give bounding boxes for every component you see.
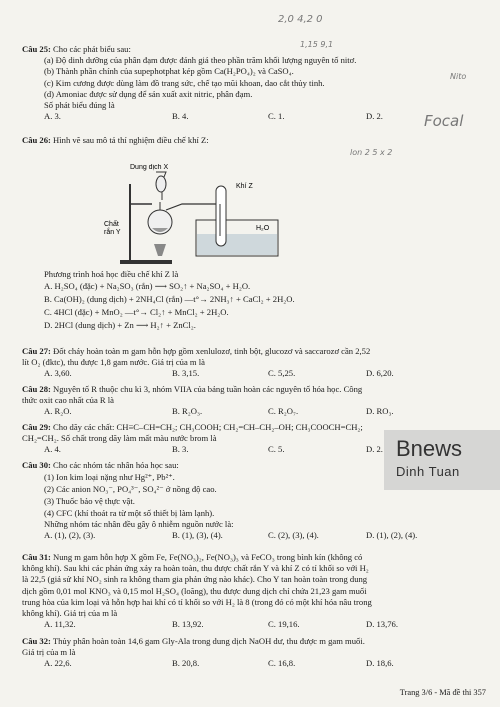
option-c: C. 4HCl (đặc) + MnO₂ —t°→ Cl₂↑ + MnCl₂ + 2H₂O. <box>44 307 229 318</box>
question-text: Thủy phân hoàn toàn 14,6 gam Gly-Ala trong dung dịch NaOH dư, thu được m gam muối. <box>52 636 365 646</box>
question-text-4: dịch gồm 0,01 mol KNO₃ và 0,15 mol H₂SO₄ (loãng), thu được dung dịch chỉ chứa 21,23 gam muối <box>22 585 367 596</box>
question-number: Câu 30: <box>22 460 51 470</box>
option-a: A. 3. <box>44 111 61 122</box>
question-ask: Số phát biểu đúng là <box>44 100 115 111</box>
label-x: Dung dịch X <box>130 164 169 171</box>
option-a: A. R₂O. <box>44 406 72 417</box>
label-z: Khí Z <box>236 183 253 190</box>
label-y2: rắn Y <box>104 229 121 236</box>
question-text-2: lít O₂ (đktc), thu được 1,8 gam nước. Giá trị của m là <box>22 357 205 368</box>
watermark-box <box>384 430 500 490</box>
option-b: B. 20,8. <box>172 658 200 669</box>
question-26 <box>22 135 492 146</box>
option-a: A. H₂SO₄ (đặc) + Na₂SO₃ (rắn) ⟶ SO₂↑ + Na₂SO₄ + H₂O. <box>44 281 251 292</box>
label-h2o: H₂O <box>256 225 270 232</box>
option-d: D. 18,6. <box>366 658 394 669</box>
question-text-3: là 22,5 (giả sử khí NO₂ sinh ra không tham gia phản ứng nào khác). Cho Y tan hoàn toàn trong dung <box>22 574 368 585</box>
question-31 <box>22 552 492 630</box>
question-stem: Cho các phát biểu sau: <box>53 44 131 54</box>
agent-4: (4) CFC (khí thoát ra từ một số thiết bị làm lạnh). <box>44 508 215 519</box>
question-text: Nung m gam hỗn hợp X gồm Fe, Fe(NO₃)₂, Fe(NO₃)₃ và FeCO₃ trong bình kín (không có <box>53 552 363 562</box>
question-28 <box>22 384 492 417</box>
option-d: D. 2HCl (dung dịch) + Zn ⟶ H₂↑ + ZnCl₂. <box>44 320 196 331</box>
option-c: C. R₂O₇. <box>268 406 299 417</box>
question-ask: Những nhóm tác nhân đều gây ô nhiễm nguồn nước là: <box>44 519 234 530</box>
handwritten-note-nito: Nito <box>450 72 467 81</box>
funnel-bulb <box>156 176 166 192</box>
option-b: B. 4. <box>172 111 189 122</box>
option-d: D. 6,20. <box>366 368 394 379</box>
option-c: C. 16,8. <box>268 658 296 669</box>
stand-base <box>120 260 172 264</box>
label-y1: Chất <box>104 221 119 228</box>
option-d: D. 13,76. <box>366 619 398 630</box>
question-text-2: CH₂=CH₂. Số chất trong dãy làm mất màu nước brom là <box>22 433 217 444</box>
option-d: D. 2. <box>366 444 383 455</box>
question-number: Câu 32: <box>22 636 51 646</box>
question-text-2: Giá trị của m là <box>22 647 76 658</box>
question-text: Đốt cháy hoàn toàn m gam hỗn hợp gồm xenlulozơ, tinh bột, glucozơ và saccarozơ cần 2,52 <box>53 346 371 356</box>
handwritten-note-focal: Focal <box>424 112 464 130</box>
question-27 <box>22 346 492 379</box>
statement-a: (a) Độ dinh dưỡng của phân đạm được đánh giá theo phần trăm khối lượng nguyên tố nitơ. <box>44 55 357 66</box>
question-text-6: không khí). Giá trị của m là <box>22 608 118 619</box>
question-number: Câu 27: <box>22 346 51 356</box>
option-a: A. (1), (2), (3). <box>44 530 96 541</box>
question-25 <box>22 44 492 122</box>
question-number: Câu 31: <box>22 552 51 562</box>
page-footer: Trang 3/6 - Mã đề thi 357 <box>399 688 486 697</box>
option-c: C. 5,25. <box>268 368 296 379</box>
option-b: B. (1), (3), (4). <box>172 530 223 541</box>
handwritten-note-top: 2,0 4,2 0 <box>278 14 323 25</box>
delivery-tube <box>166 190 220 210</box>
question-text: Cho dãy các chất: CH≡C–CH=CH₂; CH₃COOH; CH₂=CH–CH₂–OH; CH₃COOCH=CH₂; <box>53 422 363 432</box>
agent-2: (2) Các anion NO₃⁻, PO₄³⁻, SO₄²⁻ ở nồng độ cao. <box>44 484 217 495</box>
option-c: C. (2), (3), (4). <box>268 530 319 541</box>
statement-d: (d) Amoniac được sử dụng để sản xuất axit nitric, phân đạm. <box>44 88 253 99</box>
experiment-diagram <box>100 164 290 266</box>
option-c: C. 19,16. <box>268 619 300 630</box>
option-d: D. RO₃. <box>366 406 394 417</box>
option-b: B. 13,92. <box>172 619 204 630</box>
option-b: B. R₂O₃. <box>172 406 203 417</box>
collection-tube <box>216 186 226 246</box>
statement-b: (b) Thành phần chính của supephotphat kép gồm Ca(H₂PO₄)₂ và CaSO₄. <box>44 66 294 77</box>
option-a: A. 4. <box>44 444 61 455</box>
question-text-2: thức oxit cao nhất của R là <box>22 395 114 406</box>
handwritten-note-scribble: lon 2 5 x 2 <box>350 148 393 157</box>
question-stem: Hình vẽ sau mô tả thí nghiệm điều chế khí Z: <box>53 135 209 145</box>
question-text: Nguyên tố R thuộc chu kì 3, nhóm VIIA của bảng tuần hoàn các nguyên tố hóa học. Công <box>53 384 363 394</box>
option-d: D. 2. <box>366 111 383 122</box>
handwritten-note-top2: 1,15 9,1 <box>300 40 334 49</box>
watermark-author: Dinh Tuan <box>396 464 460 479</box>
option-b: B. Ca(OH)₂ (dung dịch) + 2NH₄Cl (rắn) —t°→ 2NH₃↑ + CaCl₂ + 2H₂O. <box>44 294 295 305</box>
statement-c: (c) Kim cương được dùng làm đồ trang sức, chế tạo mũi khoan, dao cắt thủy tinh. <box>44 77 325 88</box>
option-a: A. 22,6. <box>44 658 72 669</box>
burner <box>154 244 166 256</box>
question-stem: Cho các nhóm tác nhân hóa học sau: <box>53 460 179 470</box>
question-number: Câu 28: <box>22 384 51 394</box>
option-c: C. 5. <box>268 444 285 455</box>
option-a: A. 3,60. <box>44 368 72 379</box>
question-number: Câu 26: <box>22 135 51 145</box>
question-ask: Phương trình hoá học điều chế khí Z là <box>44 269 179 279</box>
question-32 <box>22 636 492 669</box>
question-number: Câu 29: <box>22 422 51 432</box>
option-d: D. (1), (2), (4). <box>366 530 418 541</box>
option-b: B. 3. <box>172 444 189 455</box>
option-c: C. 1. <box>268 111 285 122</box>
question-text-2: không khí). Sau khi các phản ứng xảy ra hoàn toàn, thu được chất rắn Y và khí Z có tỉ khối so với H₂ <box>22 563 369 574</box>
question-number: Câu 25: <box>22 44 51 54</box>
agent-3: (3) Thuốc bảo vệ thực vật. <box>44 496 135 507</box>
option-a: A. 11,32. <box>44 619 76 630</box>
watermark-brand: Bnews <box>396 436 463 461</box>
agent-1: (1) Ion kim loại nặng như Hg²⁺, Pb²⁺. <box>44 472 175 483</box>
option-b: B. 3,15. <box>172 368 200 379</box>
question-text-5: trung hòa của kim loại và hỗn hợp hai khí có tỉ khối so với H₂ là 8 (trong đó có một khí hóa nâu trong <box>22 596 372 607</box>
question-26-options <box>22 269 492 332</box>
water <box>197 234 277 255</box>
